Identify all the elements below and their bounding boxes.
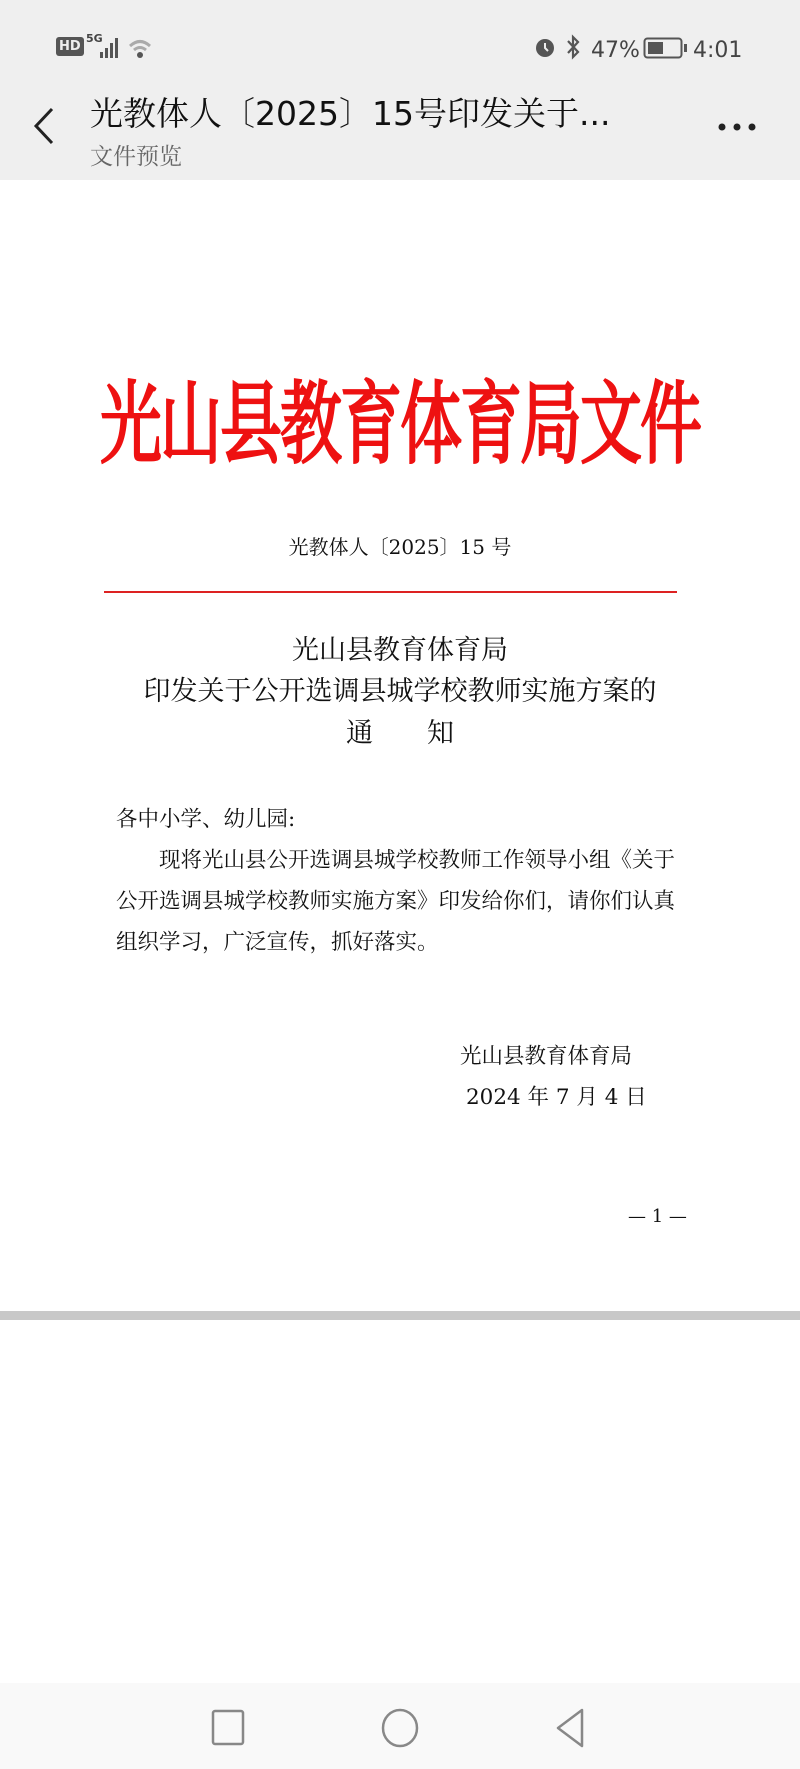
more-options-icon[interactable] (715, 120, 759, 134)
page-title: 光教体人〔2025〕15号印发关于... (90, 94, 611, 133)
clock: 4:01 (693, 38, 743, 63)
document-number: 光教体人〔2025〕15 号 (288, 535, 512, 559)
home-icon[interactable] (380, 1706, 420, 1750)
back-nav-icon[interactable] (552, 1706, 588, 1750)
hd-icon: HD (56, 37, 84, 56)
back-arrow-icon[interactable] (30, 106, 58, 146)
document-title-line: 光山县教育体育局 (292, 635, 508, 666)
signal-wifi-icon (98, 36, 156, 60)
document-title-line: 通 知 (346, 718, 454, 749)
document-date: 2024 年 7 月 4 日 (466, 1085, 647, 1110)
document-title-line: 印发关于公开选调县城学校教师实施方案的 (143, 676, 657, 707)
battery-percent: 47% (591, 38, 640, 63)
body-line: 现将光山县公开选调县城学校教师工作领导小组《关于 (159, 848, 676, 873)
network-type: 5G (86, 32, 103, 45)
bluetooth-icon (564, 34, 582, 60)
red-divider (104, 591, 677, 593)
document-masthead: 光山县教育体育局文件 (99, 370, 700, 477)
page-separator (0, 1311, 800, 1320)
salutation: 各中小学、幼儿园: (116, 807, 296, 832)
body-line: 公开选调县城学校教师实施方案》印发给你们，请你们认真 (116, 889, 676, 914)
battery-icon (643, 36, 689, 60)
alarm-icon (533, 35, 557, 59)
body-line: 组织学习，广泛宣传，抓好落实。 (116, 930, 439, 955)
recent-apps-icon[interactable] (210, 1708, 246, 1748)
page-subtitle: 文件预览 (90, 144, 182, 170)
signature: 光山县教育体育局 (460, 1044, 633, 1069)
page-number: — 1 — (628, 1206, 687, 1227)
